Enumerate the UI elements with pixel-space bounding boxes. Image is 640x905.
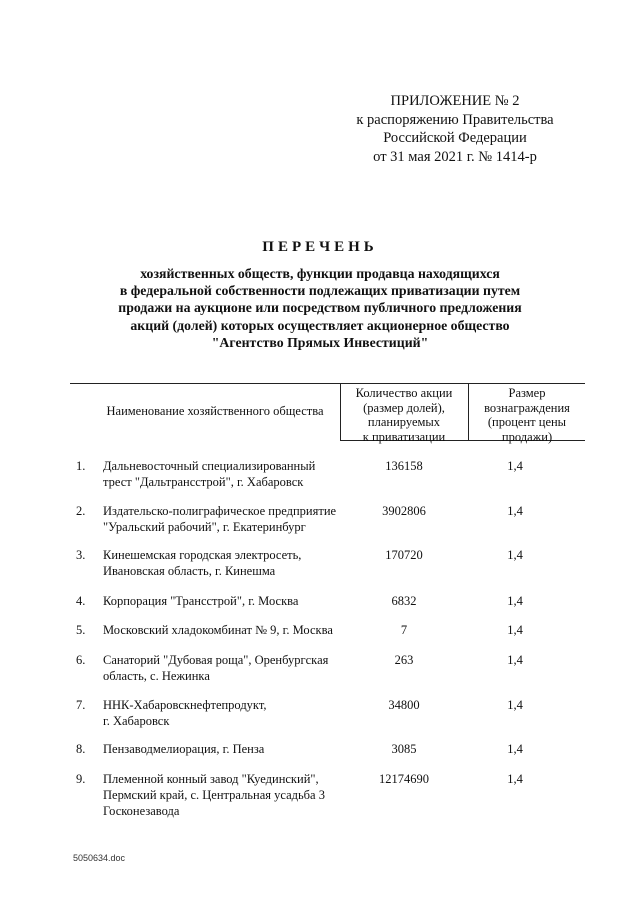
- appendix-government: Российской Федерации: [383, 130, 527, 146]
- share-quantity: 3085: [391, 742, 417, 756]
- company-name-line: Издательско-полиграфическое предприятие: [103, 504, 337, 518]
- company-name: [103, 652, 348, 684]
- header-line: к приватизации: [362, 429, 446, 444]
- subtitle-line: "Агентство Прямых Инвестиций": [211, 334, 429, 350]
- company-name-line: "Уральский рабочий", г. Екатеринбург: [103, 520, 306, 534]
- company-name: [103, 697, 348, 729]
- subtitle-line: продажи на аукционе или посредством публичного предложения: [118, 300, 522, 316]
- company-name-line: Московский хладокомбинат № 9, г. Москва: [103, 623, 333, 637]
- fee-percent: 1,4: [507, 504, 523, 518]
- appendix-block: [330, 92, 580, 166]
- document-title: ПЕРЕЧЕНЬ: [262, 239, 378, 255]
- company-name: [103, 458, 348, 490]
- fee-percent: 1,4: [507, 653, 523, 667]
- column-header-fee: [470, 386, 584, 444]
- share-quantity: 263: [394, 653, 414, 667]
- fee-percent: 1,4: [507, 459, 523, 473]
- share-quantity: 3902806: [382, 504, 426, 518]
- header-line: продажи): [501, 429, 553, 444]
- fee-percent: 1,4: [507, 623, 523, 637]
- company-name-line: Дальневосточный специализированный: [103, 459, 316, 473]
- share-quantity: 7: [400, 623, 408, 637]
- row-number: 8.: [76, 742, 86, 756]
- row-number: 3.: [76, 548, 86, 562]
- header-line: вознаграждения: [484, 400, 570, 415]
- share-quantity: 136158: [385, 459, 423, 473]
- row-number: 5.: [76, 623, 86, 637]
- company-name: [103, 593, 348, 609]
- company-name: [103, 771, 348, 819]
- document-subtitle: [0, 265, 640, 351]
- share-quantity: 170720: [385, 548, 423, 562]
- header-divider: [340, 383, 341, 441]
- share-quantity: 12174690: [379, 772, 429, 786]
- company-name-line: Племенной конный завод "Куединский",: [103, 772, 319, 786]
- company-name-line: ННК-Хабаровскнефтепродукт,: [103, 698, 267, 712]
- subtitle-line: акций (долей) которых осуществляет акционерное общество: [130, 317, 510, 333]
- company-name-line: Корпорация "Трансстрой", г. Москва: [103, 594, 299, 608]
- row-number: 1.: [76, 459, 86, 473]
- company-name: [103, 547, 348, 579]
- appendix-date: от 31 мая 2021 г. № 1414-р: [373, 148, 537, 165]
- company-name: [103, 503, 348, 535]
- row-number: 4.: [76, 594, 86, 608]
- header-divider: [468, 383, 469, 441]
- header-line: (размер долей),: [363, 400, 445, 415]
- row-number: 6.: [76, 653, 86, 667]
- fee-percent: 1,4: [507, 548, 523, 562]
- row-number: 2.: [76, 504, 86, 518]
- company-name-line: Госконезавода: [103, 804, 180, 818]
- header-line: Размер: [508, 386, 546, 400]
- company-name: [103, 741, 348, 757]
- table-top-rule: [70, 383, 585, 384]
- company-name-line: область, с. Нежинка: [103, 669, 210, 683]
- header-line: (процент цены: [487, 415, 567, 429]
- fee-percent: 1,4: [507, 742, 523, 756]
- column-header-name: Наименование хозяйственного общества: [106, 404, 324, 418]
- company-name-line: Кинешемская городская электросеть,: [103, 548, 302, 562]
- column-header-quantity: [342, 386, 466, 444]
- fee-percent: 1,4: [507, 698, 523, 712]
- subtitle-line: в федеральной собственности подлежащих приватизации путем: [119, 283, 521, 299]
- subtitle-line: хозяйственных обществ, функции продавца находящихся: [140, 266, 500, 281]
- row-number: 7.: [76, 698, 86, 712]
- company-name-line: Ивановская область, г. Кинешма: [103, 564, 276, 578]
- appendix-order-ref: к распоряжению Правительства: [356, 111, 554, 128]
- fee-percent: 1,4: [507, 594, 523, 608]
- header-line: Количество акции: [355, 386, 453, 400]
- company-name-line: г. Хабаровск: [103, 714, 170, 728]
- share-quantity: 34800: [388, 698, 420, 712]
- appendix-number: ПРИЛОЖЕНИЕ № 2: [390, 93, 520, 109]
- company-name-line: Санаторий "Дубовая роща", Оренбургская: [103, 653, 329, 667]
- share-quantity: 6832: [391, 594, 417, 608]
- row-number: 9.: [76, 772, 86, 786]
- fee-percent: 1,4: [507, 772, 523, 786]
- header-line: планируемых: [367, 415, 441, 429]
- file-footer: 5050634.doc: [73, 853, 126, 863]
- company-name-line: Пермский край, с. Центральная усадьба 3: [103, 788, 325, 802]
- company-name-line: трест "Дальтрансстрой", г. Хабаровск: [103, 475, 304, 489]
- company-name-line: Пензаводмелиорация, г. Пенза: [103, 742, 265, 756]
- company-name: [103, 622, 348, 638]
